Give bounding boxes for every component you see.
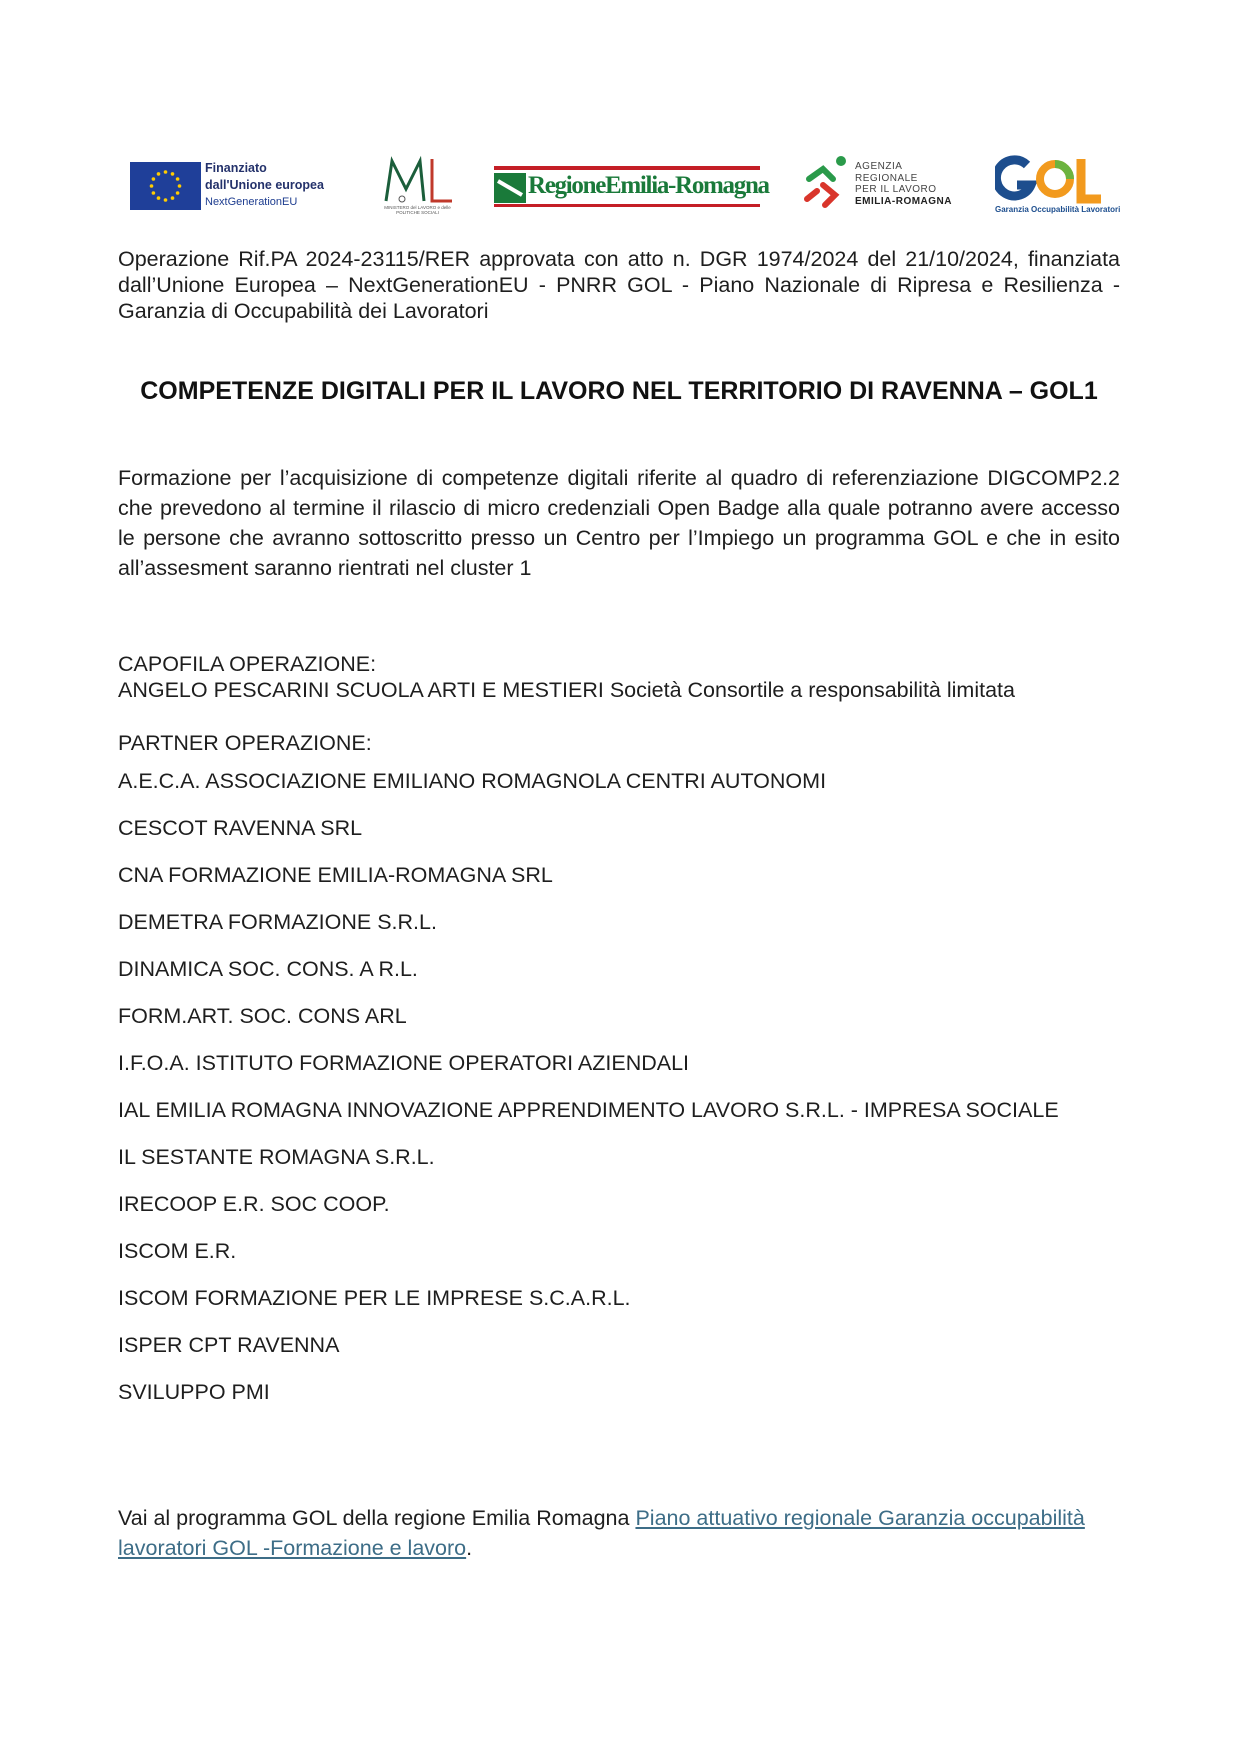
agenzia-runner-icon bbox=[803, 155, 853, 211]
partner-item: ISCOM E.R. bbox=[118, 1239, 237, 1263]
ministry-caption: MINISTERO del LAVORO e delle POLITICHE SOCIALI bbox=[384, 205, 451, 215]
partner-item: DINAMICA SOC. CONS. A R.L. bbox=[118, 957, 418, 981]
footer-end: . bbox=[466, 1536, 473, 1560]
agenzia-line1: AGENZIA bbox=[855, 161, 903, 172]
logo-bar bbox=[0, 0, 1241, 240]
partner-item: ISPER CPT RAVENNA bbox=[118, 1333, 340, 1357]
agenzia-lavoro-logo bbox=[803, 155, 963, 215]
partner-item: A.E.C.A. ASSOCIAZIONE EMILIANO ROMAGNOLA CENTRI AUTONOMI bbox=[118, 769, 827, 793]
agenzia-line3: PER IL LAVORO bbox=[855, 184, 937, 195]
description-paragraph: Formazione per l’acquisizione di competenze digitali riferite al quadro di referenziazione DIGCOMP2.2 che prevedono al termine il rilascio di micro credenziali Open Badge alla quale potranno avere accesso le persone che avranno sottoscritto presso un Centro per l’Impiego un programma GOL e che in esito all’assesment saranno rientrati nel cluster 1 bbox=[118, 466, 1120, 580]
partner-item: IRECOOP E.R. SOC COOP. bbox=[118, 1192, 390, 1216]
partner-item: CNA FORMAZIONE EMILIA-ROMAGNA SRL bbox=[118, 863, 553, 887]
partner-item: SVILUPPO PMI bbox=[118, 1380, 270, 1404]
gol-logo bbox=[995, 155, 1121, 217]
partner-item: DEMETRA FORMAZIONE S.R.L. bbox=[118, 910, 437, 934]
gol-wordmark-icon bbox=[995, 155, 1105, 205]
partners-list bbox=[118, 766, 1120, 1424]
eu-flag-icon bbox=[130, 162, 201, 210]
eu-logo-line3: NextGenerationEU bbox=[205, 196, 298, 208]
ministry-ml-icon bbox=[380, 155, 455, 205]
agenzia-line4: EMILIA-ROMAGNA bbox=[855, 195, 952, 207]
regione-wordmark: RegioneEmilia-Romagna bbox=[528, 172, 769, 199]
agenzia-line2: REGIONALE bbox=[855, 172, 918, 184]
partner-item: FORM.ART. SOC. CONS ARL bbox=[118, 1004, 407, 1028]
eu-logo-line2: dall'Unione europea bbox=[205, 178, 324, 192]
gol-caption: Garanzia Occupabilità Lavoratori bbox=[995, 205, 1121, 214]
eu-logo-line1: Finanziato bbox=[205, 161, 267, 175]
eu-nextgeneration-logo bbox=[130, 160, 350, 216]
capofila-section bbox=[118, 651, 1120, 703]
footer-text: Vai al programma GOL della regione Emilia Romagna bbox=[118, 1506, 636, 1530]
footer-paragraph bbox=[118, 1503, 1120, 1563]
capofila-label: CAPOFILA OPERAZIONE: bbox=[118, 652, 377, 676]
partner-item: CESCOT RAVENNA SRL bbox=[118, 816, 363, 840]
partner-item: ISCOM FORMAZIONE PER LE IMPRESE S.C.A.R.L. bbox=[118, 1286, 631, 1310]
ministry-labour-logo bbox=[380, 155, 455, 217]
partner-item: IL SESTANTE ROMAGNA S.R.L. bbox=[118, 1145, 435, 1169]
intro-paragraph: Operazione Rif.PA 2024-23115/RER approvata con atto n. DGR 1974/2024 del 21/10/2024, finanziata dall’Unione Europea – NextGenerationEU - PNRR GOL - Piano Nazionale di Ripresa e Resilienza - Garanzia di Occupabilità dei Lavoratori bbox=[118, 247, 1120, 323]
partner-item: I.F.O.A. ISTITUTO FORMAZIONE OPERATORI AZIENDALI bbox=[118, 1051, 690, 1075]
capofila-name: ANGELO PESCARINI SCUOLA ARTI E MESTIERI Società Consortile a responsabilità limitata bbox=[118, 678, 1015, 702]
regione-emilia-romagna-logo bbox=[494, 166, 769, 210]
gol-programme-link[interactable]: Piano attuativo regionale Garanzia occupabilità lavoratori GOL -Formazione e lavoro bbox=[118, 1506, 1085, 1560]
regione-flag-icon bbox=[494, 173, 526, 203]
partner-item: IAL EMILIA ROMAGNA INNOVAZIONE APPRENDIMENTO LAVORO S.R.L. - IMPRESA SOCIALE bbox=[118, 1098, 1059, 1122]
page-title: COMPETENZE DIGITALI PER IL LAVORO NEL TERRITORIO DI RAVENNA – GOL1 bbox=[140, 377, 1098, 405]
partners-label: PARTNER OPERAZIONE: bbox=[118, 731, 372, 755]
